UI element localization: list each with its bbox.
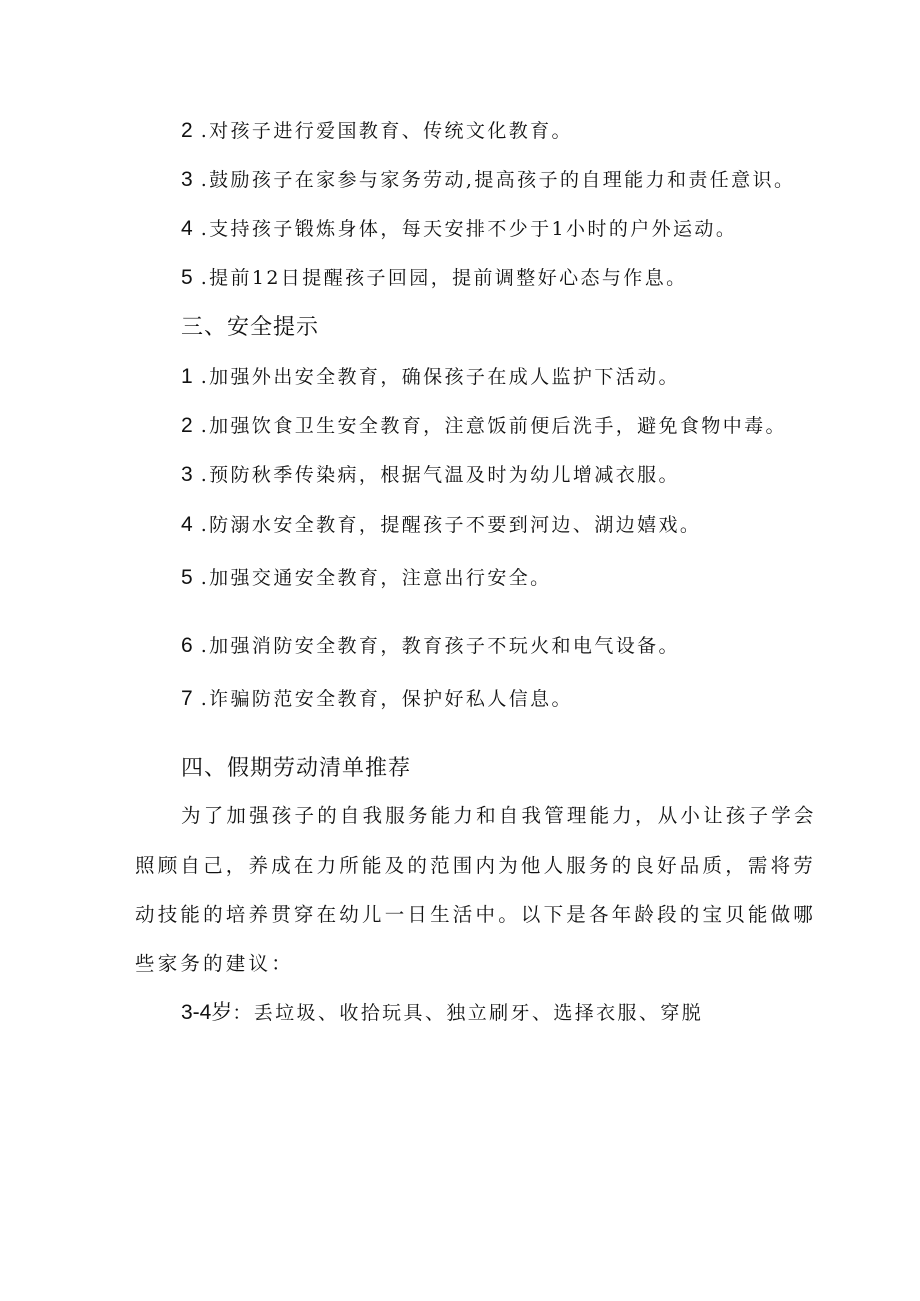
item-number: 4 [181,217,193,240]
item-number: 1 [181,365,193,388]
item-text: .加强饮食卫生安全教育，注意饭前便后洗手，避免食物中毒。 [200,415,787,437]
item-number: 2 [181,119,193,142]
section-heading-safety: 三、安全提示 [181,315,320,340]
item-number: 3 [181,168,193,191]
item-number: 6 [181,634,193,657]
item-text: .加强外出安全教育，确保孩子在成人监护下活动。 [200,366,680,388]
age-label: 3-4岁 [181,1001,233,1024]
list-item [181,264,688,292]
list-item [181,632,680,660]
paragraph-line: 些家务的建议： [135,952,294,975]
section-heading-labor: 四、假期劳动清单推荐 [181,756,412,781]
paragraph-line: 照顾自己，养成在力所能及的范围内为他人服务的良好品质，需将劳 [135,854,817,877]
item-text: .加强交通安全教育，注意出行安全。 [200,567,552,589]
item-number: 4 [181,513,193,536]
age-text: ：丢垃圾、收拾玩具、独立刷牙、选择衣服、穿脱 [232,1002,704,1024]
list-item [181,117,573,145]
list-item [181,685,573,713]
list-item [181,363,680,391]
item-text: .支持孩子锻炼身体，每天安排不少于1小时的户外运动。 [200,218,738,240]
item-number: 5 [181,266,193,289]
item-number: 5 [181,566,193,589]
item-text: .预防秋季传染病，根据气温及时为幼儿增减衣服。 [200,464,680,486]
item-number: 3 [181,463,193,486]
list-item [181,461,680,489]
item-text: .鼓励孩子在家参与家务劳动,提高孩子的自理能力和责任意识。 [200,169,796,191]
item-text: .防溺水安全教育，提醒孩子不要到河边、湖边嬉戏。 [200,514,702,536]
paragraph-line: 为了加强孩子的自我服务能力和自我管理能力，从小让孩子学会 [181,804,817,827]
item-text: .对孩子进行爱国教育、传统文化教育。 [200,120,573,142]
list-item [181,412,787,440]
item-text: .加强消防安全教育，教育孩子不玩火和电气设备。 [200,635,680,657]
paragraph-line: 动技能的培养贯穿在幼儿一日生活中。以下是各年龄段的宝贝能做哪 [135,903,817,926]
age-group-item [181,999,703,1027]
item-number: 7 [181,687,193,710]
item-text: .诈骗防范安全教育，保护好私人信息。 [200,688,573,710]
list-item [181,215,737,243]
list-item [181,511,701,539]
item-number: 2 [181,414,193,437]
item-text: .提前12日提醒孩子回园，提前调整好心态与作息。 [200,267,688,289]
list-item [181,564,552,592]
list-item [181,166,795,194]
